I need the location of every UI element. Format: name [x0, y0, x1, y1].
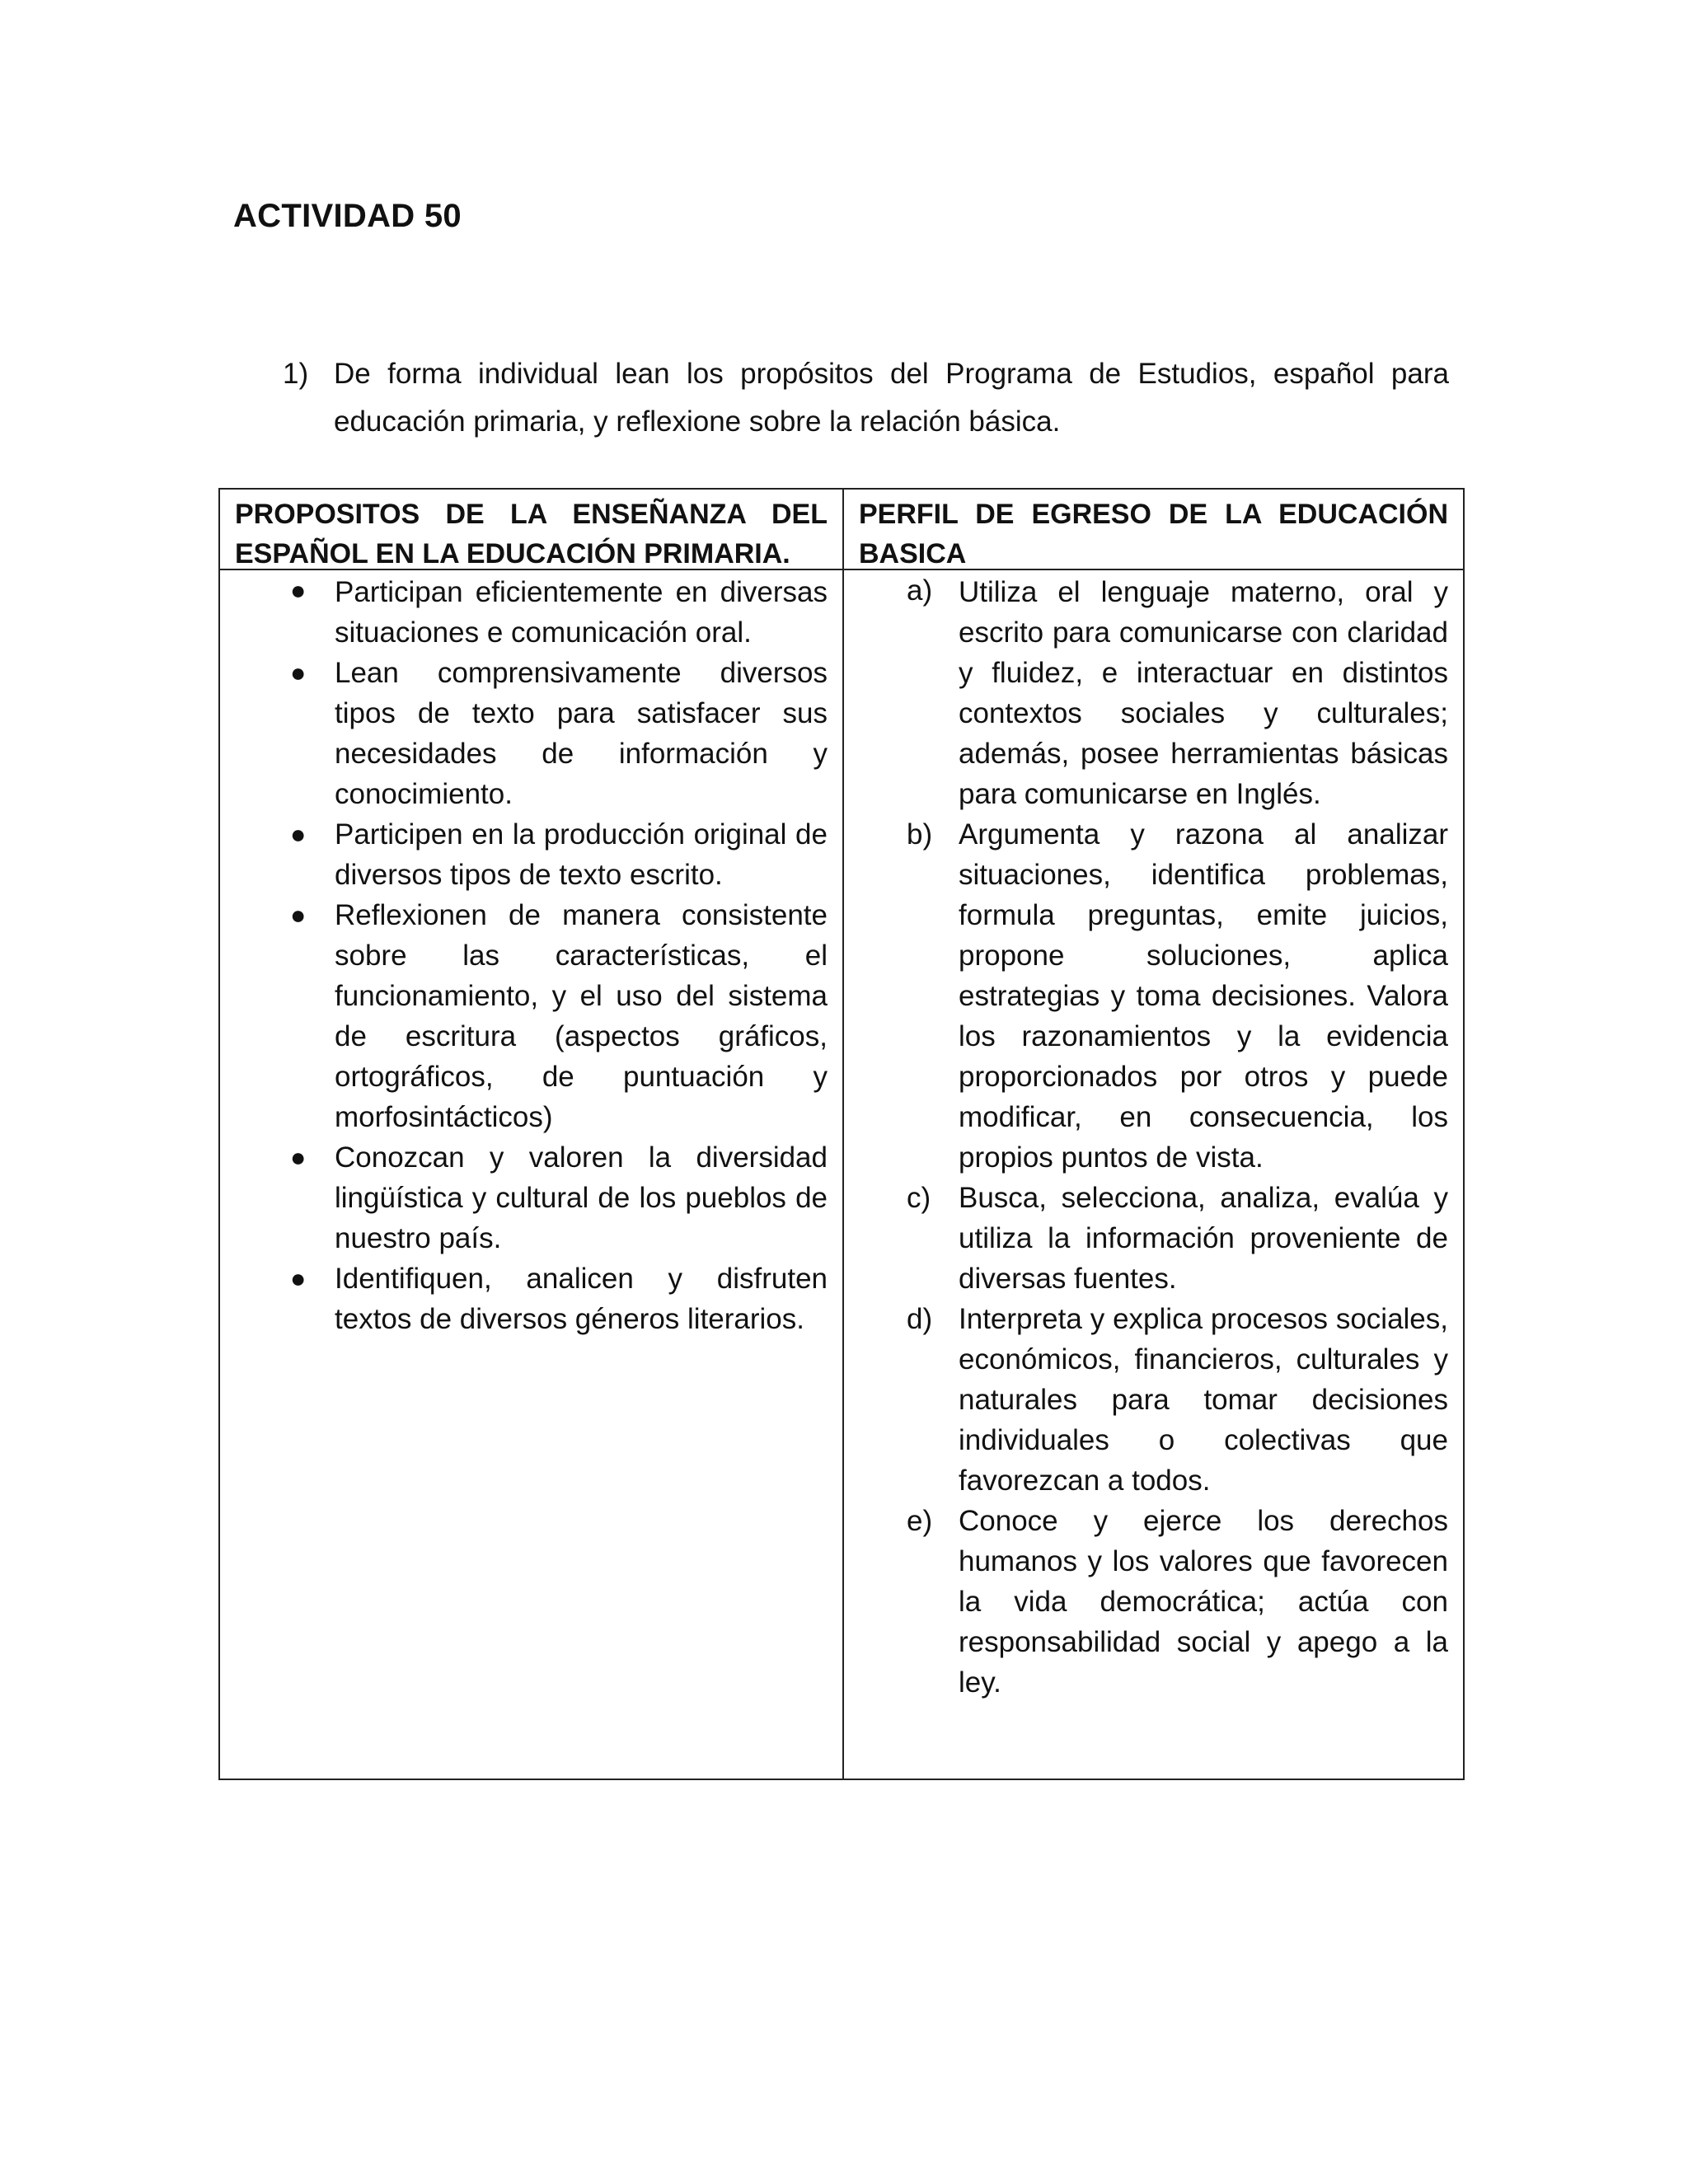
list-item	[235, 1137, 828, 1258]
purpose-text: Participen en la producción original de diversos tipos de texto escrito.	[335, 818, 828, 891]
list-item	[235, 895, 828, 1137]
bullet-icon: ●	[290, 1142, 307, 1172]
purposes-column	[220, 490, 844, 1779]
bullet-icon: ●	[290, 819, 307, 849]
profile-column	[844, 490, 1463, 1779]
bullet-icon: ●	[290, 900, 307, 930]
profile-cell	[844, 570, 1463, 1779]
purpose-text: Lean comprensivamente diversos tipos de texto para satisfacer sus necesidades de información y conocimiento.	[335, 657, 828, 810]
list-item	[859, 1299, 1448, 1501]
list-item	[859, 1501, 1448, 1703]
profile-header	[844, 490, 1463, 570]
profile-text: Busca, selecciona, analiza, evalúa y utiliza la información proveniente de diversas fuentes.	[959, 1182, 1448, 1295]
list-marker: c)	[907, 1182, 931, 1214]
profile-list	[859, 570, 1448, 1703]
profile-text: Argumenta y razona al analizar situaciones, identifica problemas, formula preguntas, emite juicios, propone soluciones, aplica estrategias y toma decisiones. Valora los razonamientos y la evidencia proporcionados por otros y puede modificar, en consecuencia, los propios puntos de vista.	[959, 818, 1448, 1174]
profile-text: Utiliza el lenguaje materno, oral y escrito para comunicarse con claridad y fluidez, e interactuar en distintos contextos sociales y culturales; además, posee herramientas básicas para comunicarse en Inglés.	[959, 576, 1448, 810]
list-item	[859, 570, 1448, 814]
list-item	[235, 653, 828, 814]
list-marker: a)	[907, 574, 933, 607]
instruction-item	[283, 350, 1449, 446]
purpose-text: Conozcan y valoren la diversidad lingüística y cultural de los pueblos de nuestro país.	[335, 1141, 828, 1254]
bullet-icon: ●	[290, 658, 307, 687]
list-item	[235, 1258, 828, 1339]
profile-header-text: PERFIL DE EGRESO DE LA EDUCACIÓN BASICA	[859, 499, 1448, 569]
list-item	[235, 814, 828, 895]
list-item	[859, 814, 1448, 1178]
purposes-header-text: PROPOSITOS DE LA ENSEÑANZA DEL ESPAÑOL EN LA EDUCACIÓN PRIMARIA.	[235, 499, 828, 569]
purpose-text: Participan eficientemente en diversas situaciones e comunicación oral.	[335, 576, 828, 649]
instruction-text: De forma individual lean los propósitos del Programa de Estudios, español para educación primaria, y reflexione sobre la relación básica.	[334, 358, 1449, 438]
purpose-text: Identifiquen, analicen y disfruten textos de diversos géneros literarios.	[335, 1263, 828, 1335]
list-item	[235, 570, 828, 653]
purposes-cell	[220, 570, 842, 1779]
purposes-header	[220, 490, 842, 570]
purpose-text: Reflexionen de manera consistente sobre las características, el funcionamiento, y el uso del sistema de escritura (aspectos gráficos, ortográficos, de puntuación y morfosintácticos)	[335, 899, 828, 1133]
profile-text: Interpreta y explica procesos sociales, económicos, financieros, culturales y naturales para tomar decisiones individuales o colectivas que favorezcan a todos.	[959, 1303, 1448, 1497]
list-marker: b)	[907, 818, 933, 851]
purposes-list	[235, 570, 828, 1339]
bullet-icon: ●	[290, 575, 307, 605]
list-marker: e)	[907, 1505, 933, 1537]
bullet-icon: ●	[290, 1263, 307, 1293]
list-item	[859, 1178, 1448, 1299]
page-title: ACTIVIDAD 50	[233, 198, 462, 234]
comparison-table	[218, 488, 1465, 1780]
profile-text: Conoce y ejerce los derechos humanos y los valores que favorecen la vida democrática; actúa con responsabilidad social y apego a la ley.	[959, 1505, 1448, 1699]
list-marker: d)	[907, 1303, 933, 1335]
instruction-number: 1)	[283, 358, 309, 390]
